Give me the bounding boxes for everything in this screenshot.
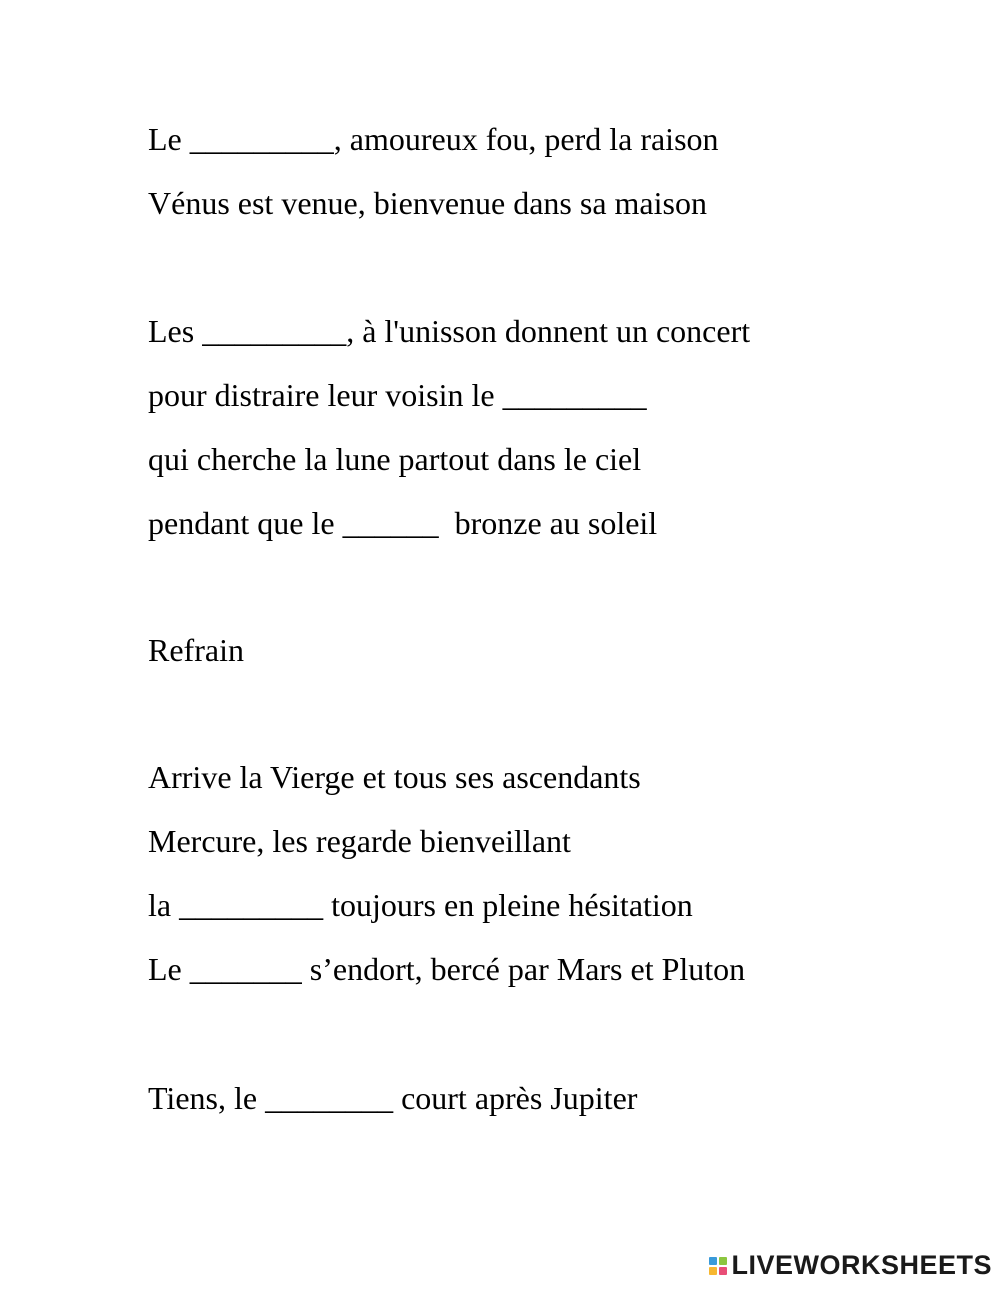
lyric-line-4: pour distraire leur voisin le _________ (148, 377, 647, 413)
lyric-line-5: qui cherche la lune partout dans le ciel (148, 441, 642, 477)
logo-blocks-icon (709, 1257, 727, 1275)
liveworksheets-logo (709, 1250, 992, 1281)
lyric-line-10: Le _______ s’endort, bercé par Mars et Pluton (148, 951, 746, 987)
lyric-line-9: la _________ toujours en pleine hésitation (148, 887, 693, 923)
logo-block (719, 1257, 727, 1265)
logo-block (709, 1267, 717, 1275)
lyric-line-8: Mercure, les regarde bienveillant (148, 823, 571, 859)
lyric-line-6: pendant que le ______ bronze au soleil (148, 505, 658, 541)
lyric-line-2: Vénus est venue, bienvenue dans sa maison (148, 185, 707, 221)
logo-text: LIVEWORKSHEETS (731, 1250, 992, 1280)
lyric-line-7: Arrive la Vierge et tous ses ascendants (148, 759, 641, 795)
lyric-line-11: Tiens, le ________ court après Jupiter (148, 1080, 638, 1116)
logo-block (719, 1267, 727, 1275)
lyric-line-3: Les _________, à l'unisson donnent un concert (148, 313, 751, 349)
refrain-label: Refrain (148, 632, 244, 668)
logo-block (709, 1257, 717, 1265)
lyric-line-1: Le _________, amoureux fou, perd la raison (148, 121, 719, 157)
